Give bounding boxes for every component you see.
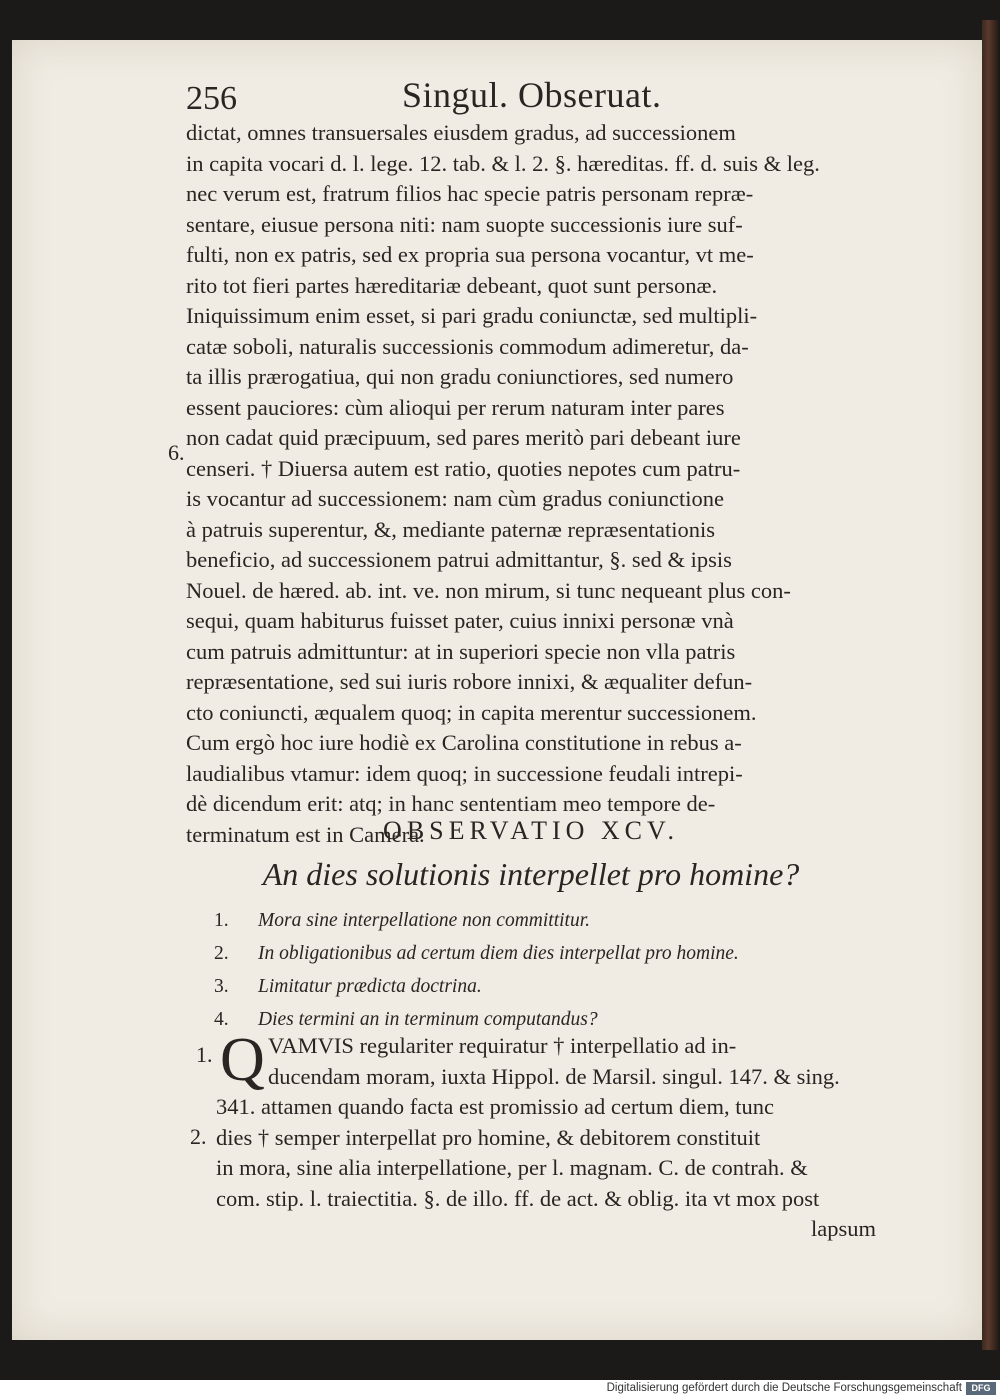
summary-text: In obligationibus ad certum diem dies interpellat pro homine. <box>258 943 739 964</box>
page-number: 256 <box>186 80 237 117</box>
summary-text: Mora sine interpellatione non committitur. <box>258 910 591 931</box>
summary-number: 3. <box>214 976 229 997</box>
text-line: sequi, quam habiturus fuisset pater, cuius innixi personæ vnà <box>186 608 734 633</box>
page-header <box>186 74 886 124</box>
running-head: Singul. Obseruat. <box>402 75 662 115</box>
summary-item <box>214 904 874 937</box>
text-line: com. stip. l. traiectitia. §. de illo. ff. de act. & oblig. ita vt mox post <box>216 1185 820 1211</box>
drop-cap: Q <box>220 1026 265 1094</box>
summary-number: 1. <box>214 910 229 931</box>
text-line: laudialibus vtamur: idem quoq; in successione feudali intrepi- <box>186 760 743 786</box>
text-line: à patruis superentur, &, mediante paternæ repræsentationis <box>186 516 715 542</box>
margin-note: 2. <box>190 1124 207 1149</box>
summary-text: Dies termini an in terminum computandus? <box>258 1009 598 1030</box>
dfg-logo: DFG <box>966 1382 996 1395</box>
text-line: in mora, sine alia interpellatione, per l. magnam. C. de contrah. & <box>216 1155 808 1180</box>
text-line: fulti, non ex patris, sed ex propria sua persona vocantur, vt me- <box>186 242 754 267</box>
text-line: beneficio, ad successionem patrui admittantur, §. sed & ipsis <box>186 547 732 572</box>
summary-item <box>214 937 874 970</box>
text-line: in capita vocari d. l. lege. 12. tab. & l. 2. §. hæreditas. ff. d. suis & leg. <box>186 150 820 176</box>
text-line: terminatum est in Camera. <box>186 821 425 847</box>
text-line: nec verum est, fratrum filios hac specie patris personam repræ- <box>186 181 754 206</box>
text-line: Iniquissimum enim esset, si pari gradu coniunctæ, sed multipli- <box>186 303 758 328</box>
margin-note: 1. <box>196 1042 213 1067</box>
digitization-credit: Digitalisierung gefördert durch die Deutsche Forschungsgemeinschaft <box>606 1382 962 1394</box>
summary-number: 4. <box>214 1009 229 1030</box>
text-line: rito tot fieri partes hæreditariæ debeant, quot sunt personæ. <box>186 272 718 298</box>
text-line: censeri. † Diuersa autem est ratio, quoties nepotes cum patru- <box>186 455 741 481</box>
text-line: dictat, omnes transuersales eiusdem gradus, ad successionem <box>186 120 736 145</box>
text-line: Nouel. de hæred. ab. int. ve. non mirum, si tunc nequeant plus con- <box>186 577 791 603</box>
text-line: ducendam moram, iuxta Hippol. de Marsil. singul. 147. & sing. <box>268 1063 840 1089</box>
summary-text: Limitatur prædicta doctrina. <box>258 976 482 997</box>
observation-text <box>186 1026 876 1244</box>
observation-heading: OBSERVATIO XCV. <box>383 816 679 845</box>
margin-note: 6. <box>168 440 185 465</box>
text-line: VAMVIS regulariter requiratur † interpellatio ad in- <box>268 1033 737 1058</box>
text-line: cto coniuncti, æqualem quoq; in capita merentur successionem. <box>186 699 757 725</box>
text-line: essent pauciores: cùm alioqui per rerum naturam inter pares <box>186 394 725 420</box>
text-line: dè dicendum erit: atq; in hanc sententiam meo tempore de- <box>186 791 716 816</box>
text-line: repræsentatione, sed sui iuris robore innixi, & æqualiter defun- <box>186 669 753 694</box>
text-line: Cum ergò hoc iure hodiè ex Carolina constitutione in rebus a- <box>186 730 742 755</box>
text-line: sentare, eiusue persona niti: nam suopte successionis iure suf- <box>186 211 743 237</box>
text-line: is vocantur ad successionem: nam cùm gradus coniunctione <box>186 486 724 511</box>
text-line: dies † semper interpellat pro homine, & debitorem constituit <box>216 1124 761 1150</box>
text-line: non cadat quid præcipuum, sed pares meritò pari debeant iure <box>186 425 741 450</box>
text-line: ta illis prærogatiua, qui non gradu coniunctiores, sed numero <box>186 364 734 389</box>
text-line: 341. attamen quando facta est promissio ad certum diem, tunc <box>216 1094 774 1119</box>
book-edge <box>982 20 998 1350</box>
catchword: lapsum <box>811 1216 876 1241</box>
body-text <box>186 118 876 850</box>
summary-number: 2. <box>214 943 229 964</box>
summary-item <box>214 970 874 1003</box>
observation-title: An dies solutionis interpellet pro homine? <box>262 856 800 892</box>
text-line: catæ soboli, naturalis successionis commodum adimeretur, da- <box>186 333 749 359</box>
text-line: cum patruis admittuntur: at in superiori specie non vlla patris <box>186 638 736 664</box>
summary-list <box>214 904 874 1036</box>
